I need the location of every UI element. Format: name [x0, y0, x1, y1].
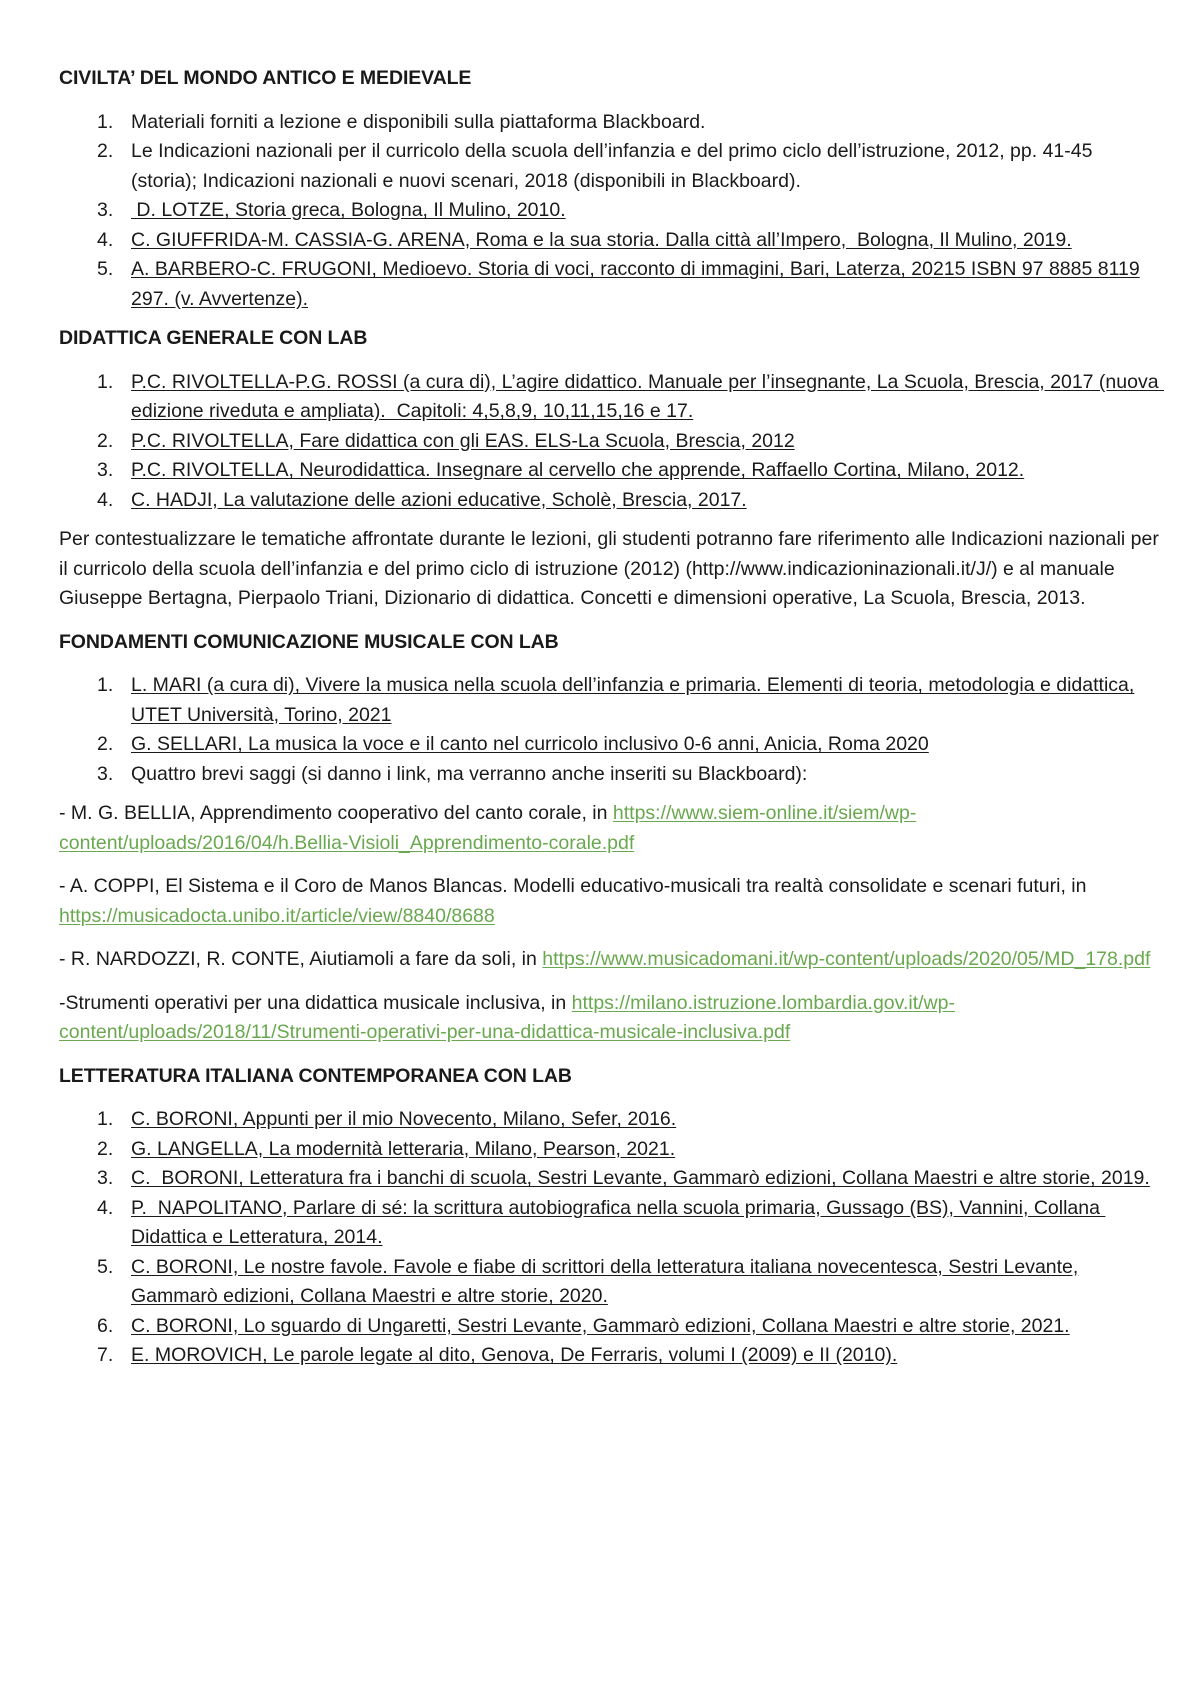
- reading-list: [59, 108, 1159, 315]
- essay-link[interactable]: https://www.musicadomani.it/wp-content/uploads/2020/05/MD_178.pdf: [542, 948, 1151, 970]
- section-title: LETTERATURA ITALIANA CONTEMPORANEA CON LAB: [59, 1064, 572, 1087]
- list-item: [97, 1312, 1159, 1342]
- list-item: [97, 1105, 1159, 1135]
- list-item: [97, 1253, 1159, 1312]
- item-text: C. BORONI, Le nostre favole. Favole e fiabe di scrittori della letteratura italiana novecentesca, Sestri Levante, Gammarò edizioni, Collana Maestri e altre storie, 2020.: [131, 1255, 1079, 1307]
- section-title: CIVILTA’ DEL MONDO ANTICO E MEDIEVALE: [59, 67, 472, 89]
- context-note: Per contestualizzare le tematiche affrontate durante le lezioni, gli studenti potranno fare riferimento alle Indicazioni nazionali per il curricolo della scuola dell’infanzia e del primo ciclo di istruzione (2012) (http://www.indicazioninazionali.it/J/) e al manuale Giuseppe Bertagna, Pierpaolo Triani, Dizionario di didattica. Concetti e dimensioni operative, La Scuola, Brescia, 2013.: [59, 528, 1159, 609]
- list-item: [97, 1341, 1159, 1371]
- item-text: C. HADJI, La valutazione delle azioni educative, Scholè, Brescia, 2017.: [131, 488, 747, 511]
- essay-link[interactable]: https://milano.istruzione.lombardia.gov.it/wp-content/uploads/2018/11/Strumenti-operativi-per-una-didattica-musicale-inclusiva.pdf: [59, 991, 955, 1043]
- list-item: [97, 255, 1159, 314]
- item-number: 2.: [97, 140, 114, 162]
- list-item: [97, 1135, 1159, 1165]
- item-text: G. SELLARI, La musica la voce e il canto nel curricolo inclusivo 0-6 anni, Anicia, Roma 2020: [131, 733, 929, 755]
- section-civilta: [59, 64, 1159, 314]
- item-number: 4.: [97, 228, 114, 251]
- section-title: DIDATTICA GENERALE CON LAB: [59, 327, 368, 349]
- item-text: P.C. RIVOLTELLA, Neurodidattica. Insegnare al cervello che apprende, Raffaello Cortina, Milano, 2012.: [131, 459, 1025, 481]
- item-text: Le Indicazioni nazionali per il curricolo della scuola dell’infanzia e del primo ciclo dell’istruzione, 2012, pp. 41-45 (storia); Indicazioni nazionali e nuovi scenari, 2018 (disponibili in Blackboard).: [131, 140, 1093, 192]
- essay-text: - R. NARDOZZI, R. CONTE, Aiutiamoli a fare da soli, in: [59, 948, 543, 970]
- item-number: 4.: [97, 1196, 114, 1219]
- item-number: 1.: [97, 110, 114, 133]
- item-number: 3.: [97, 199, 114, 221]
- item-number: 1.: [97, 370, 114, 393]
- essay-entry: [59, 989, 1159, 1048]
- document-page: [59, 64, 1164, 1381]
- item-text: E. MOROVICH, Le parole legate al dito, Genova, De Ferraris, volumi I (2009) e II (2010).: [131, 1344, 898, 1366]
- item-number: 3.: [97, 1167, 114, 1189]
- item-text: L. MARI (a cura di), Vivere la musica nella scuola dell’infanzia e primaria. Elementi di teoria, metodologia e didattica, UTET Università, Torino, 2021: [131, 674, 1135, 726]
- list-item: [97, 760, 1159, 790]
- item-number: 5.: [97, 1255, 114, 1278]
- essay-link[interactable]: https://www.siem-online.it/siem/wp-content/uploads/2016/04/h.Bellia-Visioli_Apprendimento-corale.pdf: [59, 802, 917, 854]
- list-item: [97, 196, 1159, 226]
- essay-text: -Strumenti operativi per una didattica musicale inclusiva, in: [59, 991, 572, 1014]
- list-item: [97, 730, 1159, 760]
- item-number: 4.: [97, 488, 114, 511]
- item-text: P.C. RIVOLTELLA-P.G. ROSSI (a cura di), L’agire didattico. Manuale per l’insegnante, La Scuola, Brescia, 2017 (nuova edizione riveduta e ampliata). Capitoli: 4,5,8,9, 10,11,15,16 e 17.: [131, 370, 1164, 422]
- item-text: C. GIUFFRIDA-M. CASSIA-G. ARENA, Roma e la sua storia. Dalla città all’Impero, Bologna, Il Mulino, 2019.: [131, 228, 1072, 251]
- section-musica: [59, 628, 1159, 1048]
- essay-link[interactable]: https://musicadocta.unibo.it/article/view/8840/8688: [59, 904, 495, 927]
- item-number: 2.: [97, 429, 114, 452]
- item-number: 5.: [97, 258, 114, 280]
- list-item: [97, 108, 1159, 138]
- item-text: Materiali forniti a lezione e disponibili sulla piattaforma Blackboard.: [131, 110, 706, 133]
- item-number: 6.: [97, 1314, 114, 1337]
- section-didattica: [59, 324, 1164, 614]
- item-text: P. NAPOLITANO, Parlare di sé: la scrittura autobiografica nella scuola primaria, Gussago (BS), Vannini, Collana Didattica e Letteratura, 2014.: [131, 1196, 1106, 1248]
- item-text: C. BORONI, Lo sguardo di Ungaretti, Sestri Levante, Gammarò edizioni, Collana Maestri e altre storie, 2021.: [131, 1314, 1070, 1337]
- reading-list: [59, 671, 1159, 789]
- item-number: 2.: [97, 1137, 114, 1160]
- item-number: 1.: [97, 1108, 114, 1130]
- essay-text: - M. G. BELLIA, Apprendimento cooperativo del canto corale, in: [59, 802, 613, 824]
- item-text: P.C. RIVOLTELLA, Fare didattica con gli EAS. ELS-La Scuola, Brescia, 2012: [131, 429, 795, 452]
- item-text: A. BARBERO-C. FRUGONI, Medioevo. Storia di voci, racconto di immagini, Bari, Laterza, 20215 ISBN 97 8885 8119 297. (v. Avvertenze).: [131, 258, 1140, 310]
- item-number: 1.: [97, 674, 114, 696]
- essay-entry: [59, 799, 1159, 858]
- essay-text: - A. COPPI, El Sistema e il Coro de Manos Blancas. Modelli educativo-musicali tra realtà consolidate e scenari futuri, in: [59, 875, 1087, 897]
- item-number: 3.: [97, 762, 114, 785]
- item-number: 3.: [97, 459, 114, 481]
- list-item: [97, 1194, 1159, 1253]
- list-item: [97, 427, 1159, 457]
- item-text: D. LOTZE, Storia greca, Bologna, Il Mulino, 2010.: [131, 199, 566, 221]
- list-item: [97, 486, 1159, 516]
- list-item: [97, 1164, 1159, 1194]
- essay-entry: [59, 945, 1159, 975]
- essay-entry: [59, 872, 1159, 931]
- list-item: [97, 671, 1159, 730]
- reading-list: [59, 1105, 1159, 1371]
- section-letteratura: [59, 1062, 1159, 1371]
- list-item: [97, 226, 1159, 256]
- item-text: C. BORONI, Letteratura fra i banchi di scuola, Sestri Levante, Gammarò edizioni, Collana Maestri e altre storie, 2019.: [131, 1167, 1150, 1189]
- section-title: FONDAMENTI COMUNICAZIONE MUSICALE CON LAB: [59, 630, 559, 653]
- item-number: 2.: [97, 733, 114, 755]
- item-text: G. LANGELLA, La modernità letteraria, Milano, Pearson, 2021.: [131, 1137, 676, 1160]
- list-item: [97, 137, 1159, 196]
- item-text: Quattro brevi saggi (si danno i link, ma verranno anche inseriti su Blackboard):: [131, 762, 808, 785]
- item-text: C. BORONI, Appunti per il mio Novecento, Milano, Sefer, 2016.: [131, 1108, 677, 1130]
- reading-list: [59, 368, 1164, 516]
- list-item: [97, 456, 1159, 486]
- list-item: [97, 368, 1164, 427]
- item-number: 7.: [97, 1344, 114, 1366]
